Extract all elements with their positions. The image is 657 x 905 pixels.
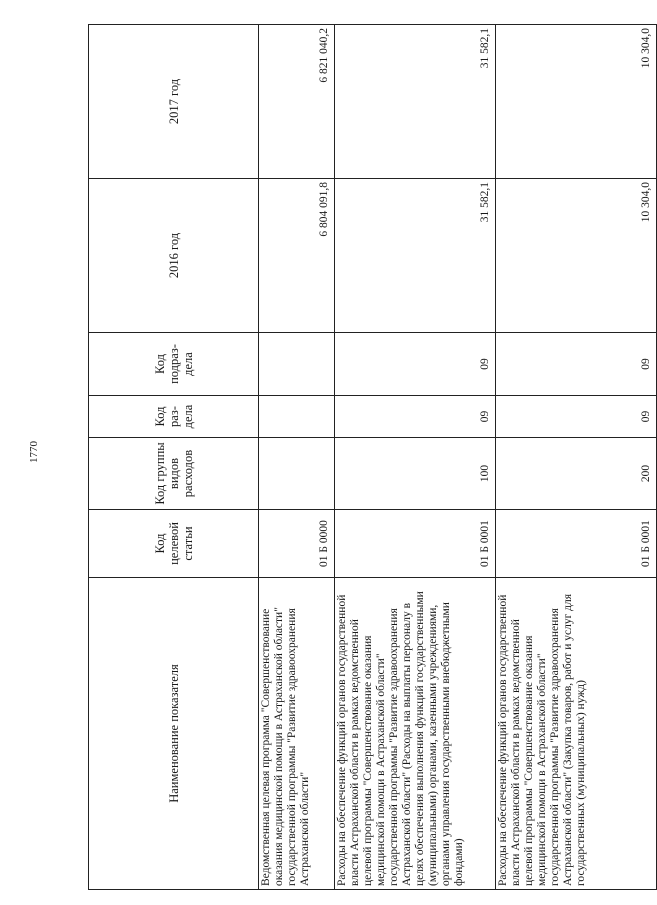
row-amount-2016: 6 804 091,8 [259,179,335,333]
table-row [496,25,657,890]
header-target-code: Код целевой статьи [89,510,259,578]
row-target-code: 01 Б 0001 [496,510,657,578]
row-section-code [259,396,335,438]
row-expense-group-code: 100 [335,438,496,510]
table-row [259,25,335,890]
row-indicator-name: Расходы на обеспечение функций органов государственной власти Астраханской области в рамках ведомственной целевой программы "Совершенствование оказания медицинской помощи в Астраханской области" государственной программы "Развитие здравоохранения Астраханской области" (Закупка товаров, работ и услуг для государственных (муниципальных) нужд) [496,578,657,890]
table-header-row [89,25,259,890]
row-amount-2016: 31 582,1 [335,179,496,333]
row-amount-2017: 6 821 040,2 [259,25,335,179]
row-section-code: 09 [335,396,496,438]
header-year-2016: 2016 год [89,179,259,333]
row-expense-group-code: 200 [496,438,657,510]
row-expense-group-code [259,438,335,510]
row-subsection-code: 09 [335,333,496,396]
page-number: 1770 [28,441,40,463]
row-section-code: 09 [496,396,657,438]
budget-table [88,24,657,890]
row-amount-2016: 10 304,0 [496,179,657,333]
rotated-page-content [88,25,652,890]
row-target-code: 01 Б 0001 [335,510,496,578]
header-year-2017: 2017 год [89,25,259,179]
row-indicator-name: Ведомственная целевая программа "Совершенствование оказания медицинской помощи в Астраханской области" государственной программы "Развитие здравоохранения Астраханской области" [259,578,335,890]
table-row [335,25,496,890]
header-section-code: Код раз-дела [89,396,259,438]
header-subsection-code: Код подраз-дела [89,333,259,396]
header-indicator-name: Наименование показателя [89,578,259,890]
row-indicator-name: Расходы на обеспечение функций органов государственной власти Астраханской области в рамках ведомственной целевой программы "Совершенствование оказания медицинской помощи в Астраханской области" государственной программы "Развитие здравоохранения Астраханской области" (Расходы на выплаты персоналу в целях обеспечения выполнения функций государственными (муниципальными) органами, казенными учреждениями, органами управления государственными внебюджетными фондами) [335,578,496,890]
row-target-code: 01 Б 0000 [259,510,335,578]
row-subsection-code: 09 [496,333,657,396]
row-subsection-code [259,333,335,396]
row-amount-2017: 10 304,0 [496,25,657,179]
row-amount-2017: 31 582,1 [335,25,496,179]
header-expense-group-code: Код группы видов расходов [89,438,259,510]
